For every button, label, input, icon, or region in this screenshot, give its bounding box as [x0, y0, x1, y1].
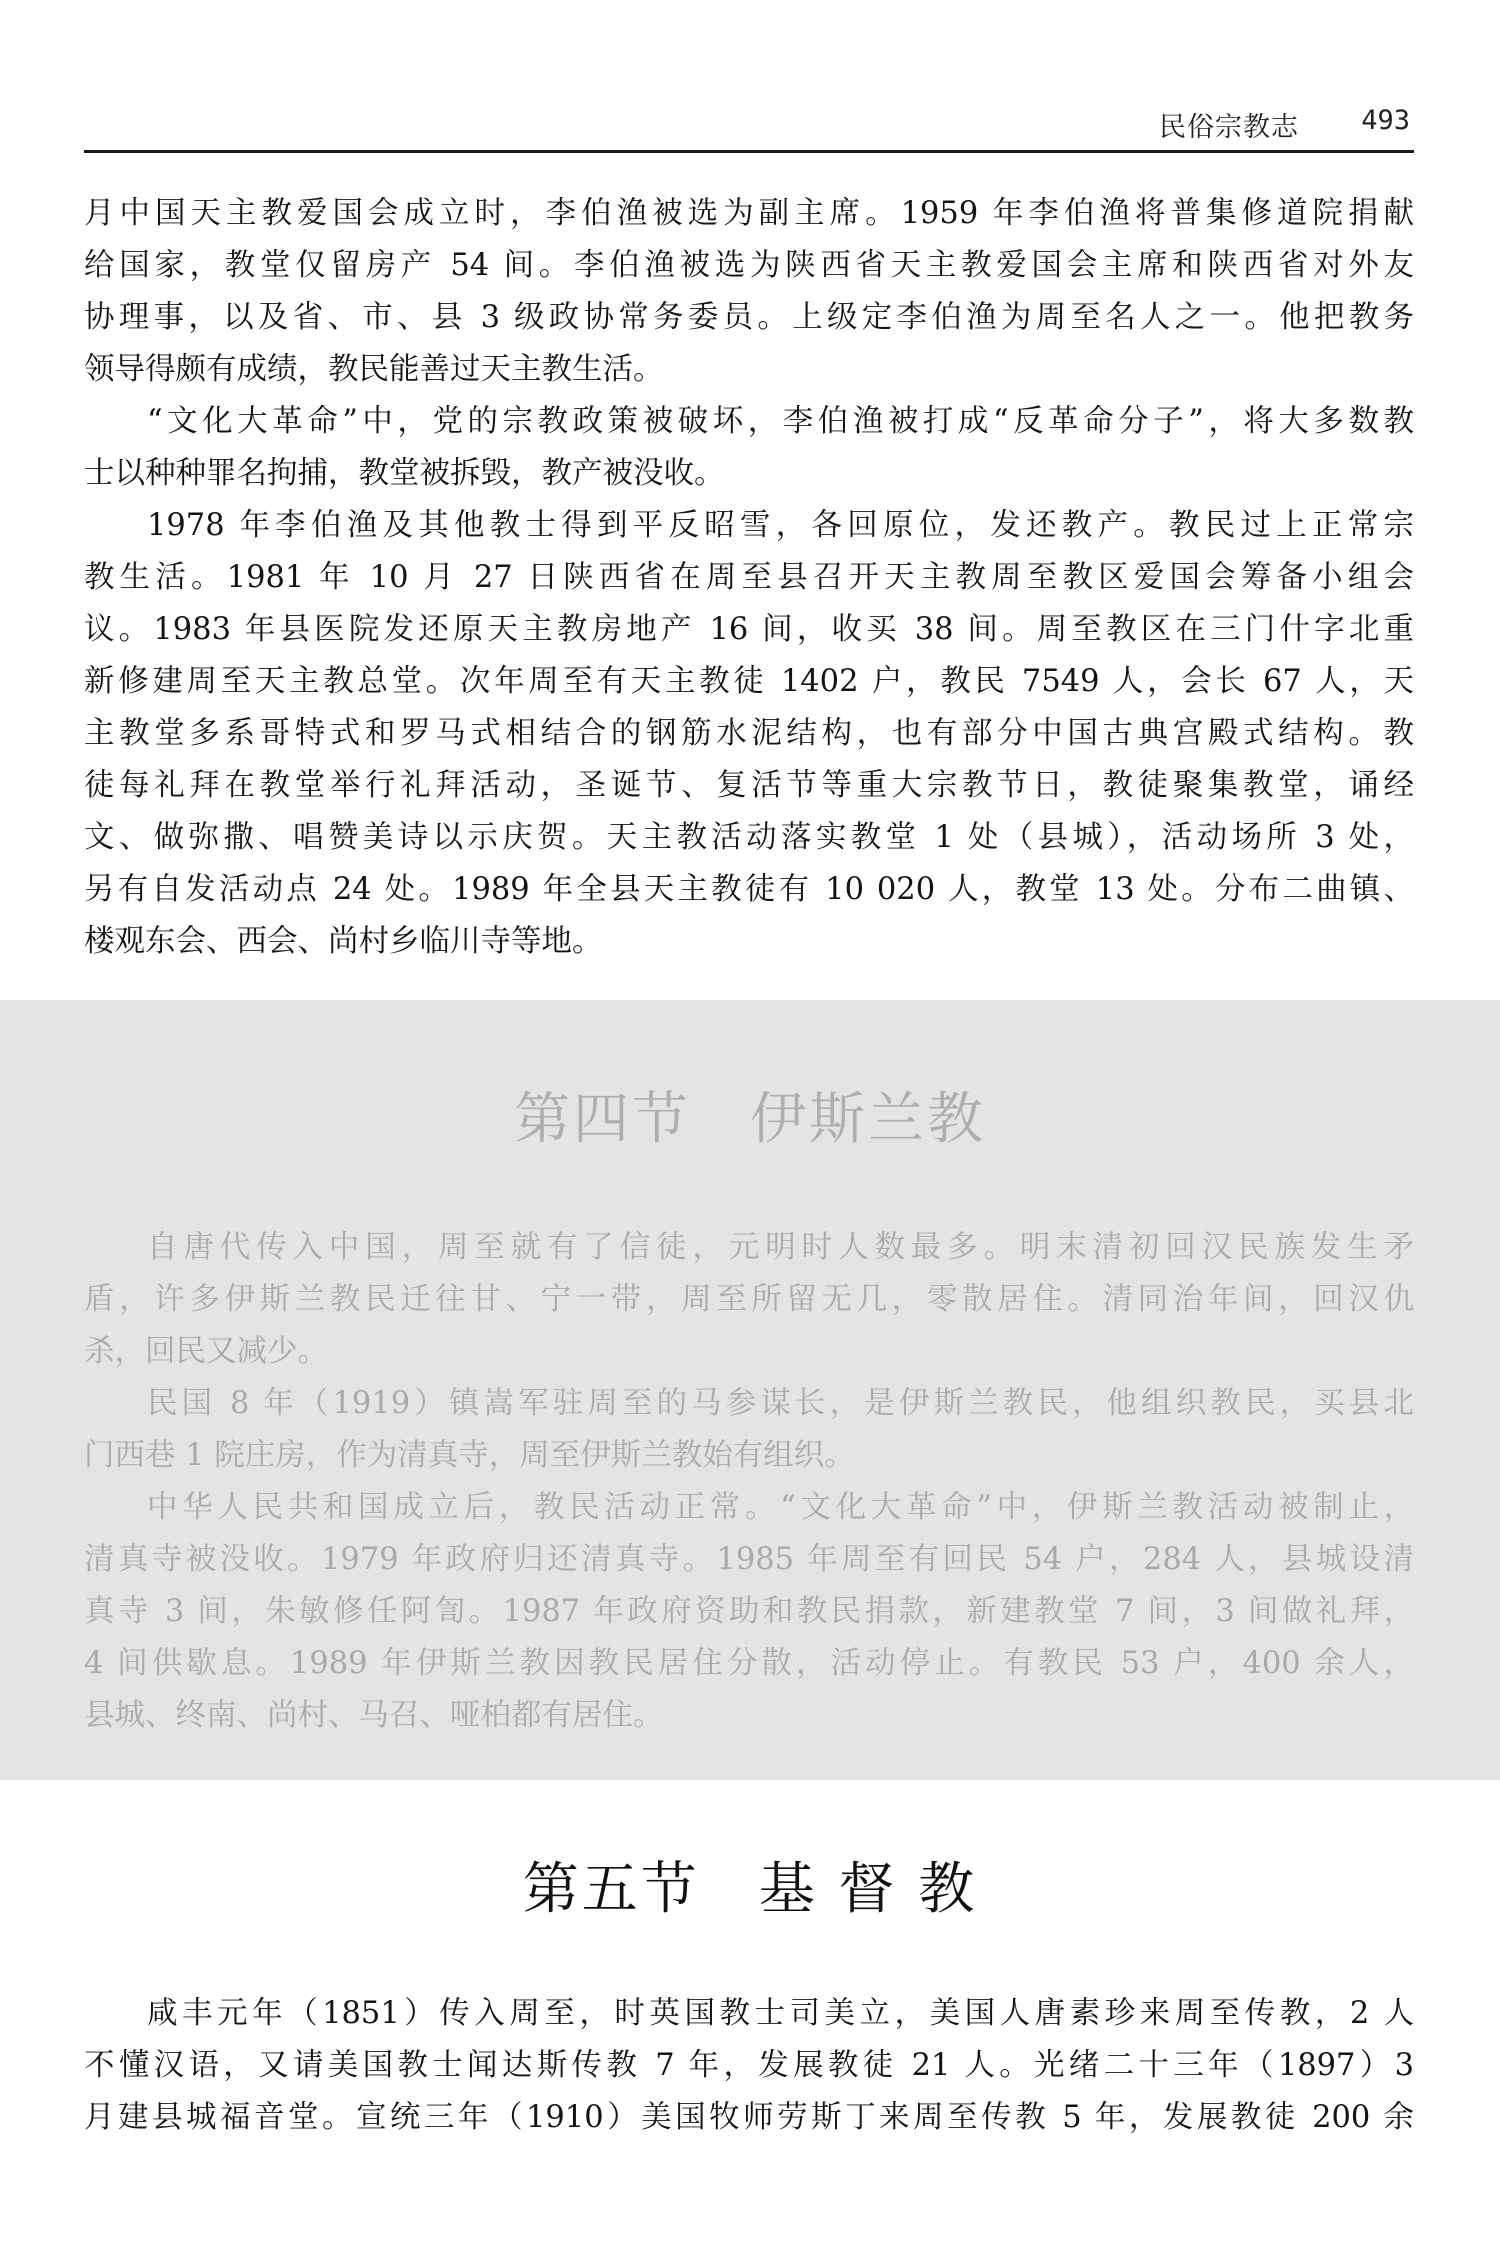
- text-line: 徒每礼拜在教堂举行礼拜活动，圣诞节、复活节等重大宗教节日，教徒聚集教堂，诵经: [84, 768, 1414, 803]
- paragraph: [84, 1222, 1414, 1378]
- text-line: 楼观东会、西会、尚村乡临川寺等地。: [84, 924, 603, 959]
- text-line: 另有自发活动点 24 处。1989 年全县天主教徒有 10 020 人，教堂 13 处。分布二曲镇、: [84, 872, 1414, 907]
- text-line: 协理事，以及省、市、县 3 级政协常务委员。上级定李伯渔为周至名人之一。他把教务: [84, 300, 1414, 335]
- text-line: 真寺 3 间，朱敏修任阿訇。1987 年政府资助和教民捐款，新建教堂 7 间，3 间做礼拜，: [84, 1594, 1414, 1629]
- paragraph: [84, 188, 1414, 396]
- christianity-section-title: 第五节 基 督 教: [522, 1857, 978, 1922]
- page-number: 493: [1361, 105, 1410, 136]
- book-title: 民俗宗教志: [1159, 112, 1299, 143]
- text-line: 中华人民共和国成立后，教民活动正常。“文化大革命”中，伊斯兰教活动被制止，: [147, 1490, 1414, 1525]
- text-line: 不懂汉语，又请美国教士闻达斯传教 7 年，发展教徒 21 人。光绪二十三年（1897）3: [84, 2048, 1414, 2083]
- text-line: 文、做弥撒、唱赞美诗以示庆贺。天主教活动落实教堂 1 处（县城），活动场所 3 处，: [84, 820, 1414, 855]
- islam-section-body: [84, 1222, 1414, 1742]
- text-line: 门西巷 1 院庄房，作为清真寺，周至伊斯兰教始有组织。: [84, 1438, 855, 1473]
- text-line: 咸丰元年（1851）传入周至，时英国教士司美立，美国人唐素珍来周至传教，2 人: [147, 1996, 1414, 2031]
- text-line: 4 间供歇息。1989 年伊斯兰教因教民居住分散，活动停止。有教民 53 户，400 余人，: [84, 1646, 1414, 1681]
- text-line: 月建县城福音堂。宣统三年（1910）美国牧师劳斯丁来周至传教 5 年，发展教徒 200 余: [84, 2100, 1414, 2135]
- text-line: 杀，回民又减少。: [84, 1334, 328, 1369]
- text-line: 月中国天主教爱国会成立时，李伯渔被选为副主席。1959 年李伯渔将普集修道院捐献: [84, 196, 1414, 231]
- text-line: 教生活。1981 年 10 月 27 日陕西省在周至县召开天主教周至教区爱国会筹备小组会: [84, 560, 1414, 595]
- text-line: “文化大革命”中，党的宗教政策被破坏，李伯渔被打成“反革命分子”，将大多数教: [147, 404, 1414, 439]
- text-line: 给国家，教堂仅留房产 54 间。李伯渔被选为陕西省天主教爱国会主席和陕西省对外友: [84, 248, 1414, 283]
- paragraph: [84, 396, 1414, 500]
- text-line: 领导得颇有成绩，教民能善过天主教生活。: [84, 352, 664, 387]
- paragraph: [84, 1482, 1414, 1742]
- text-line: 清真寺被没收。1979 年政府归还清真寺。1985 年周至有回民 54 户，284 人，县城设清: [84, 1542, 1414, 1577]
- paragraph: [84, 500, 1414, 968]
- text-line: 自唐代传入中国，周至就有了信徒，元明时人数最多。明末清初回汉民族发生矛: [147, 1230, 1414, 1265]
- paragraph: [84, 1988, 1414, 2144]
- text-line: 议。1983 年县医院发还原天主教房地产 16 间，收买 38 间。周至教区在三门什字北重: [84, 612, 1414, 647]
- text-line: 民国 8 年（1919）镇嵩军驻周至的马参谋长，是伊斯兰教民，他组织教民，买县北: [147, 1386, 1414, 1421]
- text-line: 盾，许多伊斯兰教民迁往甘、宁一带，周至所留无几，零散居住。清同治年间，回汉仇: [84, 1282, 1414, 1317]
- text-line: 士以种种罪名拘捕，教堂被拆毁，教产被没收。: [84, 456, 725, 491]
- text-line: 1978 年李伯渔及其他教士得到平反昭雪，各回原位，发还教产。教民过上正常宗: [147, 508, 1414, 543]
- text-line: 主教堂多系哥特式和罗马式相结合的钢筋水泥结构，也有部分中国古典宫殿式结构。教: [84, 716, 1414, 751]
- header-rule: [84, 150, 1414, 153]
- islam-section-title: 第四节 伊斯兰教: [514, 1087, 986, 1152]
- paragraph: [84, 1378, 1414, 1482]
- catholic-section-body: [84, 188, 1414, 968]
- page-header: [0, 105, 1414, 141]
- text-line: 县城、终南、尚村、马召、哑柏都有居住。: [84, 1698, 664, 1733]
- christianity-section-body: [84, 1988, 1414, 2144]
- text-line: 新修建周至天主教总堂。次年周至有天主教徒 1402 户，教民 7549 人，会长 67 人，天: [84, 664, 1414, 699]
- islam-section: [0, 1000, 1500, 1780]
